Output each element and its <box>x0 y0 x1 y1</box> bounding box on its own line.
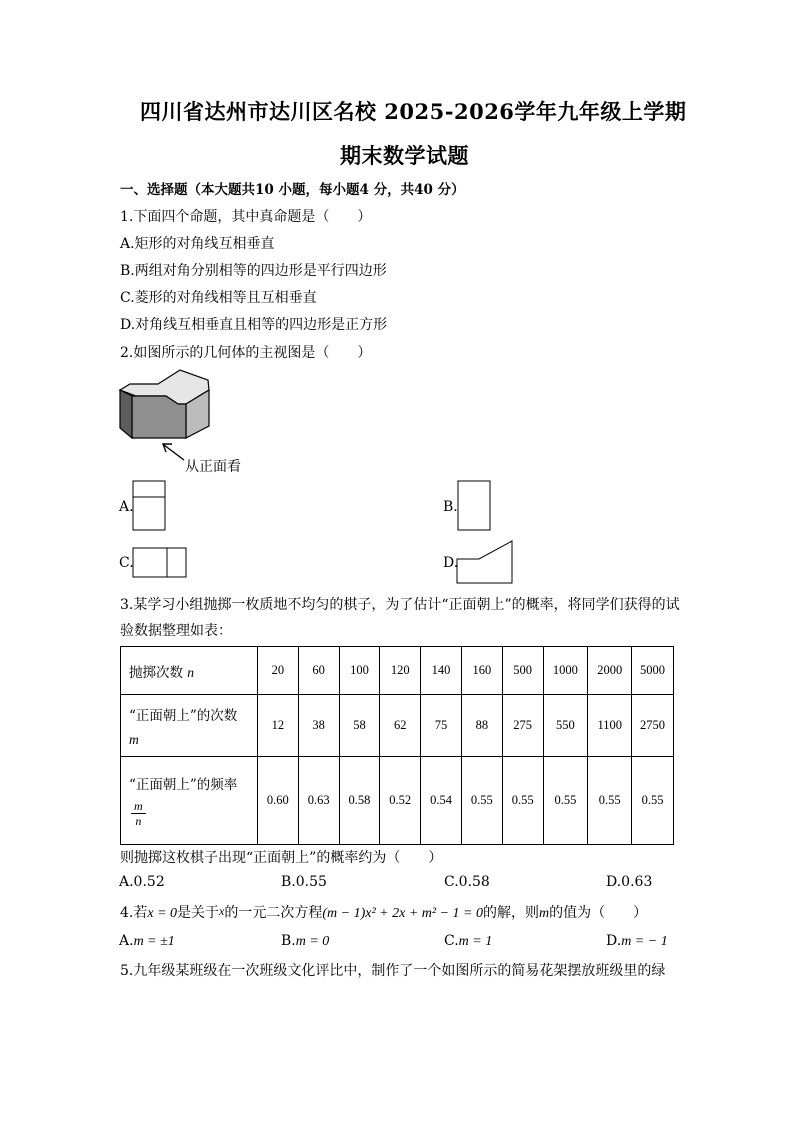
q2-option-d-label: D. <box>443 555 459 571</box>
table-row-heads <box>121 695 674 757</box>
table-cell: 2000 <box>588 647 632 695</box>
q2-stem: 2.如图所示的几何体的主视图是（ ） <box>120 345 372 361</box>
table-cell: 0.55 <box>588 757 632 845</box>
table-cell: 0.55 <box>543 757 588 845</box>
table-cell: 2750 <box>632 695 674 757</box>
q1-option-a: A.矩形的对角线互相垂直 <box>120 236 275 252</box>
q1-option-c: C.菱形的对角线相等且互相垂直 <box>120 290 317 306</box>
q1-option-d: D.对角线互相垂直且相等的四边形是正方形 <box>120 317 388 333</box>
q3-option-a: A.0.52 <box>119 874 165 890</box>
frequency-table <box>120 646 674 845</box>
table-cell: 62 <box>380 695 421 757</box>
table-cell: 0.55 <box>502 757 543 845</box>
q3-stem-line-1: 3.某学习小组抛掷一枚质地不均匀的棋子，为了估计“正面朝上”的概率，将同学们获得的试 <box>120 597 680 613</box>
q2-option-b-label: B. <box>443 499 458 515</box>
table-cell: 275 <box>502 695 543 757</box>
q2-option-a-label: A. <box>119 499 134 515</box>
table-cell: 500 <box>502 647 543 695</box>
table-cell: 0.60 <box>257 757 298 845</box>
option-c-shape <box>132 547 188 579</box>
table-cell: 5000 <box>632 647 674 695</box>
table-cell: 38 <box>298 695 339 757</box>
q4-option-a: A.m = ±1 <box>119 933 175 949</box>
arrow-icon <box>158 440 188 464</box>
q4-option-c: C.m = 1 <box>444 933 493 949</box>
q3-option-c: C.0.58 <box>444 874 490 890</box>
q3-stem-line-2: 验数据整理如表： <box>120 623 232 639</box>
table-cell: 120 <box>380 647 421 695</box>
table-cell: 0.52 <box>380 757 421 845</box>
table-cell: 160 <box>461 647 502 695</box>
option-b-shape <box>457 480 491 532</box>
table-cell: 20 <box>257 647 298 695</box>
section-heading: 一、选择题（本大题共10 小题，每小题4 分，共40 分） <box>120 182 465 198</box>
q3-option-d: D.0.63 <box>606 874 653 890</box>
solid-figure <box>118 368 214 442</box>
q2-caption: 从正面看 <box>185 459 241 475</box>
table-cell: 1000 <box>543 647 588 695</box>
table-cell: 0.58 <box>339 757 380 845</box>
q4-option-d: D.m = − 1 <box>606 933 668 949</box>
option-d-shape <box>456 539 514 585</box>
table-cell: 12 <box>257 695 298 757</box>
table-cell: 60 <box>298 647 339 695</box>
table-row-throws <box>121 647 674 695</box>
table-cell: 88 <box>461 695 502 757</box>
fraction-m-over-n: $\frac{m}{n}$ <box>131 799 146 828</box>
table-cell: 550 <box>543 695 588 757</box>
q1-stem: 1.下面四个命题，其中真命题是（ ） <box>120 209 372 225</box>
q3-after: 则抛掷这枚棋子出现“正面朝上”的概率约为（ ） <box>120 850 443 866</box>
table-row-frequency <box>121 757 674 845</box>
table-cell: 1100 <box>588 695 632 757</box>
table-cell: 0.55 <box>632 757 674 845</box>
solid-left-face <box>120 390 132 438</box>
table-cell: 0.63 <box>298 757 339 845</box>
table-cell: 0.54 <box>421 757 462 845</box>
title-line-1: 四川省达州市达川区名校 2025-2026学年九年级上学期 <box>140 99 687 124</box>
table-cell: 100 <box>339 647 380 695</box>
q4-option-b: B.m = 0 <box>281 933 330 949</box>
table-cell: 75 <box>421 695 462 757</box>
row-label-throws: 抛掷次数 n <box>121 647 258 695</box>
q1-option-b: B.两组对角分别相等的四边形是平行四边形 <box>120 263 387 279</box>
title-line-2: 期末数学试题 <box>340 143 469 168</box>
table-cell: 58 <box>339 695 380 757</box>
q2-option-c-label: C. <box>119 555 134 571</box>
table-cell: 140 <box>421 647 462 695</box>
q4-stem: 4.若x = 0是关于x的一元二次方程(m − 1)x² + 2x + m² − 1 = 0的解，则m的值为（ ） <box>120 904 648 921</box>
row-label-heads: “正面朝上”的次数 m <box>121 695 258 757</box>
q5-stem: 5.九年级某班级在一次班级文化评比中，制作了一个如图所示的简易花架摆放班级里的绿 <box>120 963 666 979</box>
q3-option-b: B.0.55 <box>281 874 327 890</box>
row-label-frequency: “正面朝上”的频率 $\frac{m}{n}$ <box>121 757 258 845</box>
option-a-shape <box>132 480 166 532</box>
table-cell: 0.55 <box>461 757 502 845</box>
